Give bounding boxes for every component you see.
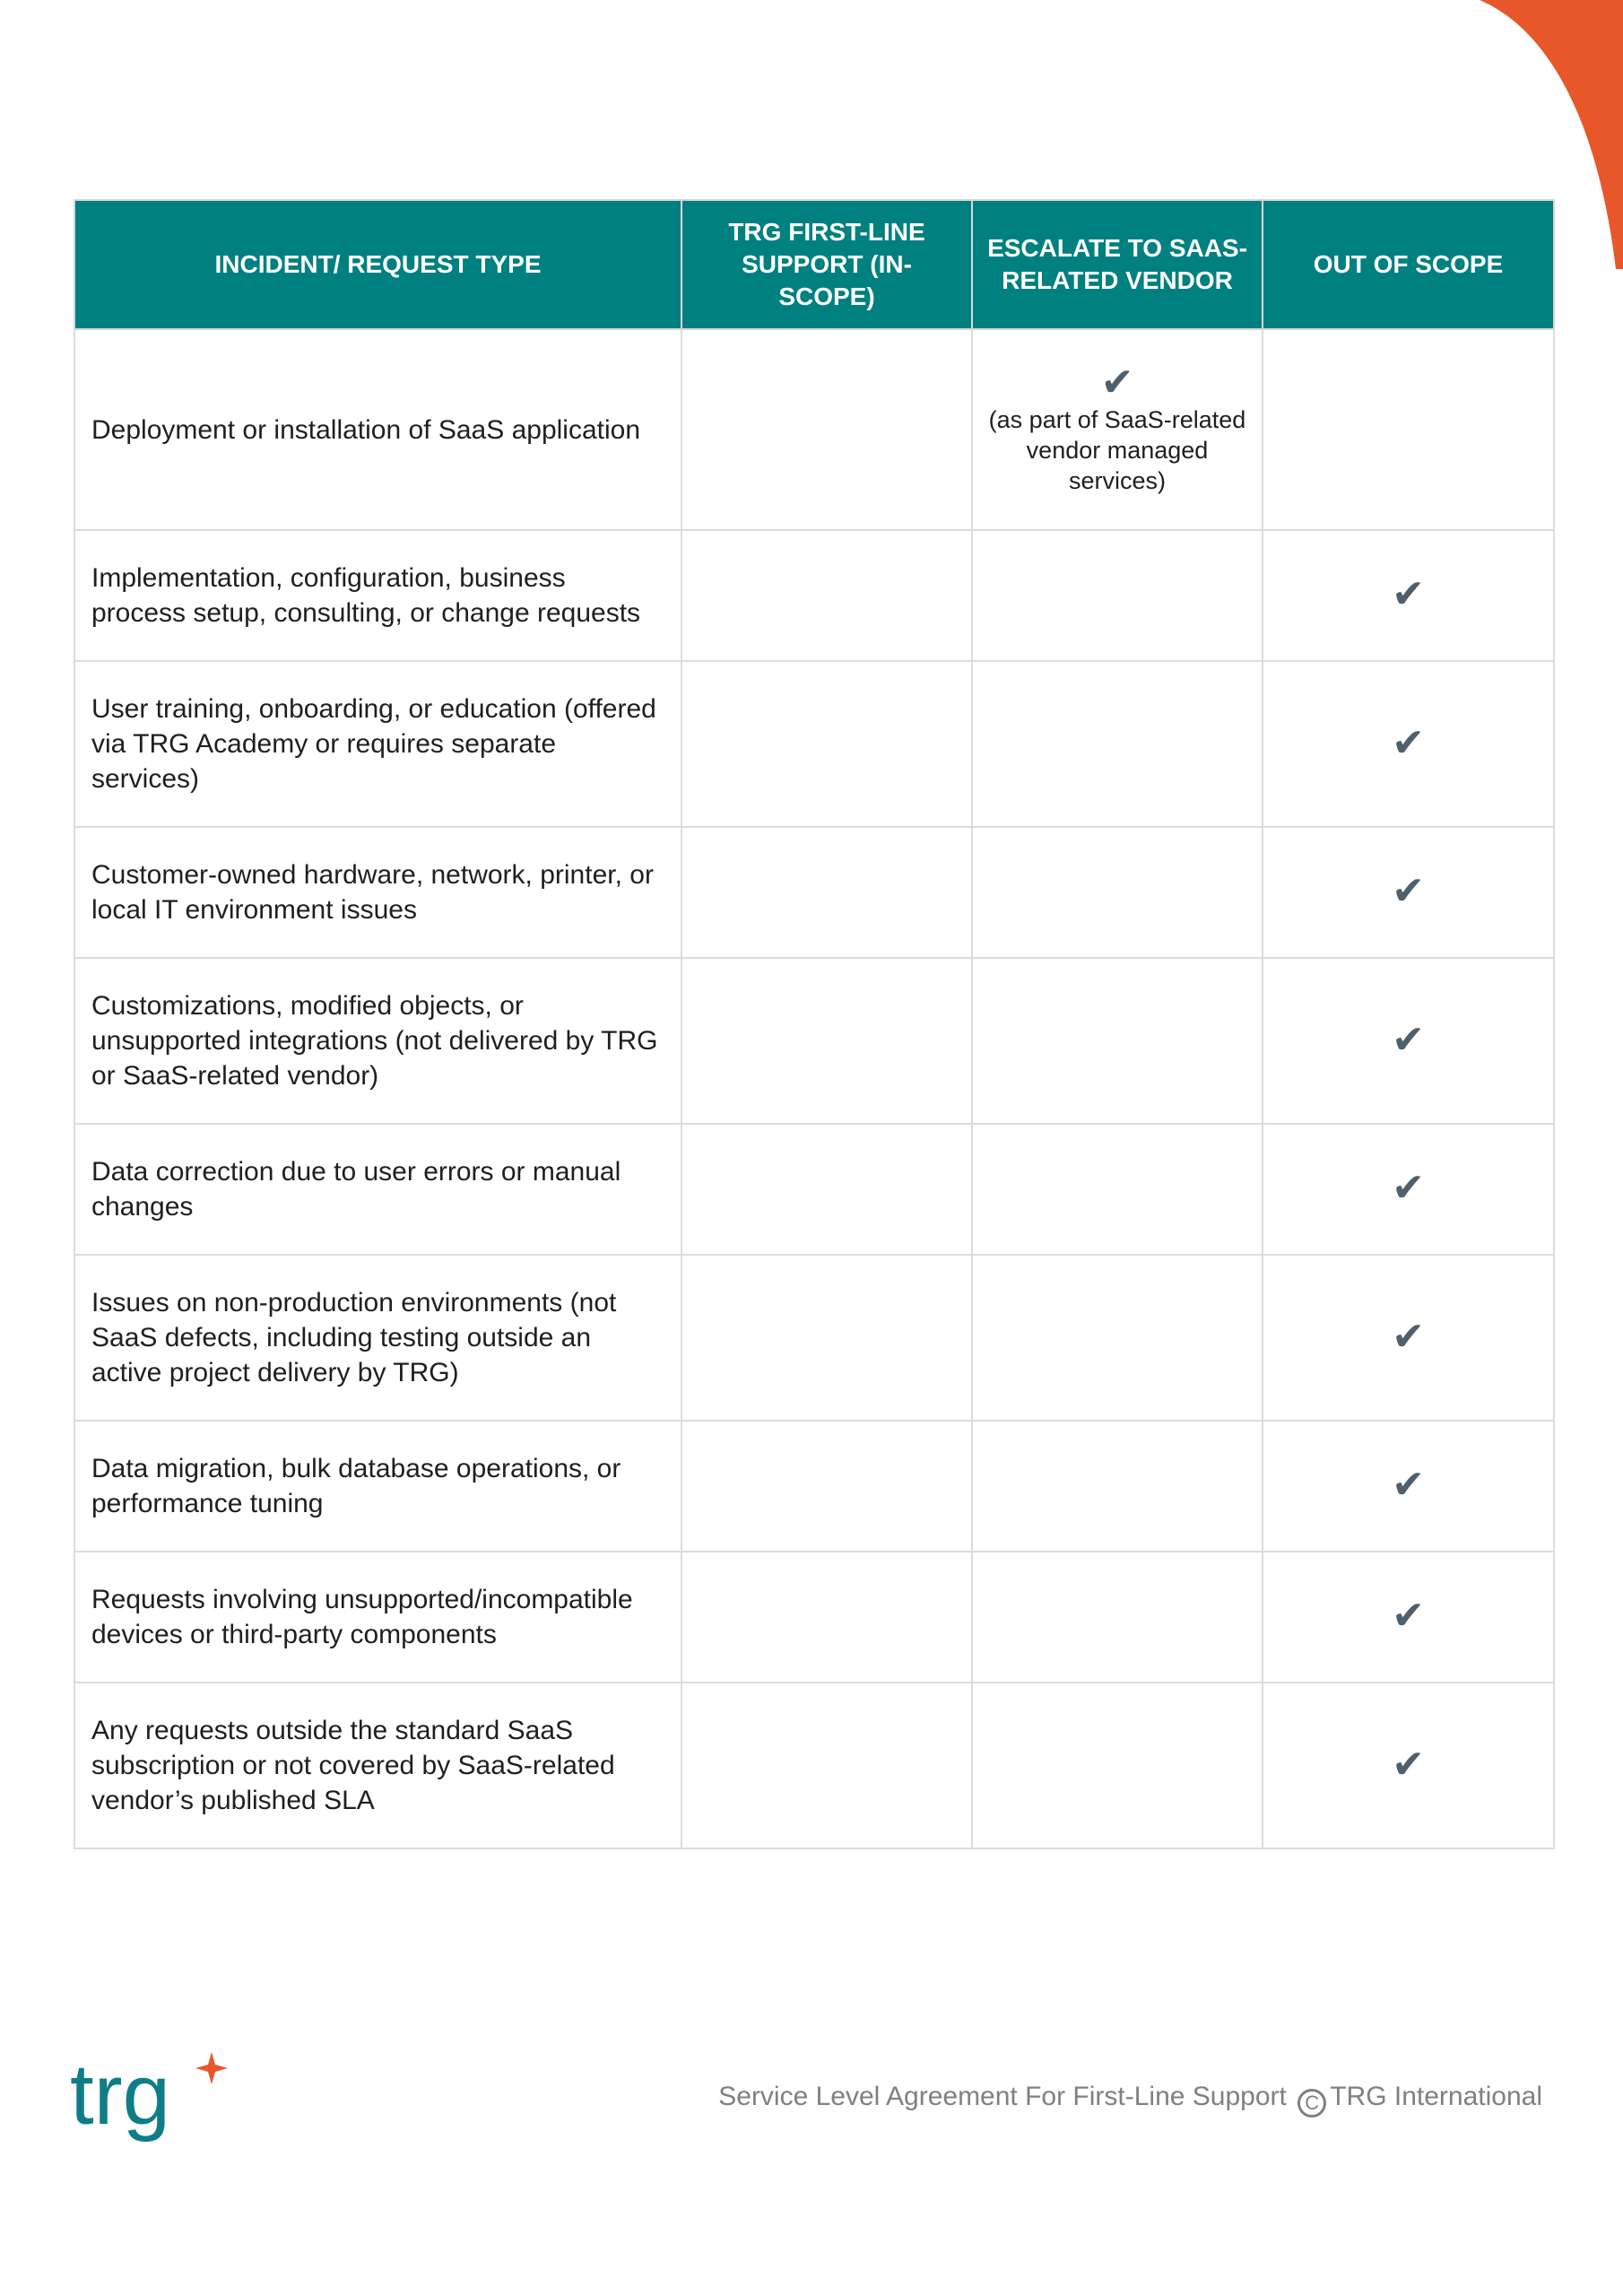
request-type-cell: Any requests outside the standard SaaS subscription or not covered by SaaS-related vendor’s published SLA	[74, 1683, 681, 1848]
table-row	[74, 958, 1554, 1124]
trg-logo	[70, 2045, 231, 2161]
out-of-scope-cell	[1263, 530, 1554, 661]
sla-scope-table	[74, 199, 1555, 1849]
sparkle-star-icon	[195, 2052, 228, 2084]
table-row	[74, 1552, 1554, 1683]
out-of-scope-cell	[1263, 1255, 1554, 1421]
request-type-cell: Customer-owned hardware, network, printer, or local IT environment issues	[74, 827, 681, 958]
out-of-scope-cell	[1263, 329, 1554, 530]
check-mark-icon: ✔	[1100, 360, 1134, 405]
check-mark-icon: ✔	[1392, 868, 1425, 914]
first-line-cell	[681, 530, 972, 661]
table-row	[74, 827, 1554, 958]
request-type-cell: Issues on non-production environments (not SaaS defects, including testing outside an active project delivery by TRG)	[74, 1255, 681, 1421]
request-type-cell: Data migration, bulk database operations, or performance tuning	[74, 1421, 681, 1552]
out-of-scope-cell	[1263, 1124, 1554, 1255]
out-of-scope-cell	[1263, 1683, 1554, 1848]
request-type-cell: Customizations, modified objects, or unsupported integrations (not delivered by TRG or SaaS-related vendor)	[74, 958, 681, 1124]
check-mark-icon: ✔	[1392, 1165, 1425, 1211]
footer-sla-title: Service Level Agreement For First-Line Support	[718, 2082, 1287, 2111]
check-mark-icon: ✔	[1392, 1741, 1425, 1787]
escalate-vendor-cell	[972, 1421, 1263, 1552]
table-row	[74, 1421, 1554, 1552]
first-line-cell	[681, 1421, 972, 1552]
table-row	[74, 329, 1554, 530]
escalate-vendor-cell	[972, 1255, 1263, 1421]
escalate-vendor-cell	[972, 1124, 1263, 1255]
check-mark-icon: ✔	[1392, 1016, 1425, 1063]
table-row	[74, 530, 1554, 661]
escalate-vendor-cell	[972, 530, 1263, 661]
request-type-cell: User training, onboarding, or education (offered via TRG Academy or requires separate services)	[74, 661, 681, 827]
table-body	[74, 329, 1554, 1848]
escalate-vendor-cell	[972, 958, 1263, 1124]
copyright-icon: C	[1298, 2089, 1326, 2118]
footer-text	[718, 2079, 1542, 2118]
out-of-scope-cell	[1263, 661, 1554, 827]
request-type-cell: Data correction due to user errors or manual changes	[74, 1124, 681, 1255]
header-first-line-support: TRG FIRST-LINE SUPPORT (IN-SCOPE)	[681, 200, 972, 329]
escalate-vendor-cell	[972, 827, 1263, 958]
first-line-cell	[681, 1683, 972, 1848]
table-row	[74, 1124, 1554, 1255]
first-line-cell	[681, 1255, 972, 1421]
check-mark-icon: ✔	[1392, 571, 1425, 617]
first-line-cell	[681, 1552, 972, 1683]
check-mark-icon: ✔	[1392, 1313, 1425, 1360]
check-mark-icon: ✔	[1392, 1462, 1425, 1508]
first-line-cell	[681, 958, 972, 1124]
escalate-vendor-cell	[972, 329, 1263, 530]
escalate-vendor-cell	[972, 1552, 1263, 1683]
escalate-vendor-cell	[972, 1683, 1263, 1848]
first-line-cell	[681, 827, 972, 958]
check-mark-icon: ✔	[1392, 1593, 1425, 1639]
table-row	[74, 1255, 1554, 1421]
out-of-scope-cell	[1263, 1552, 1554, 1683]
out-of-scope-cell	[1263, 1421, 1554, 1552]
first-line-cell	[681, 1124, 972, 1255]
request-type-cell: Requests involving unsupported/incompatible devices or third-party components	[74, 1552, 681, 1683]
request-type-cell: Implementation, configuration, business process setup, consulting, or change requests	[74, 530, 681, 661]
header-request-type: INCIDENT/ REQUEST TYPE	[74, 200, 681, 329]
table-row	[74, 661, 1554, 827]
trg-logo-text: trg	[70, 2047, 171, 2143]
escalate-vendor-cell	[972, 661, 1263, 827]
request-type-cell: Deployment or installation of SaaS application	[74, 329, 681, 530]
check-mark-icon: ✔	[1392, 719, 1425, 766]
out-of-scope-cell	[1263, 827, 1554, 958]
table-row	[74, 1683, 1554, 1848]
out-of-scope-cell	[1263, 958, 1554, 1124]
escalate-note: (as part of SaaS-related vendor managed services)	[988, 406, 1246, 494]
table-header-row	[74, 200, 1554, 329]
first-line-cell	[681, 329, 972, 530]
header-escalate-vendor: ESCALATE TO SAAS-RELATED VENDOR	[972, 200, 1263, 329]
footer-company: TRG International	[1330, 2082, 1542, 2111]
header-out-of-scope: OUT OF SCOPE	[1263, 200, 1554, 329]
first-line-cell	[681, 661, 972, 827]
